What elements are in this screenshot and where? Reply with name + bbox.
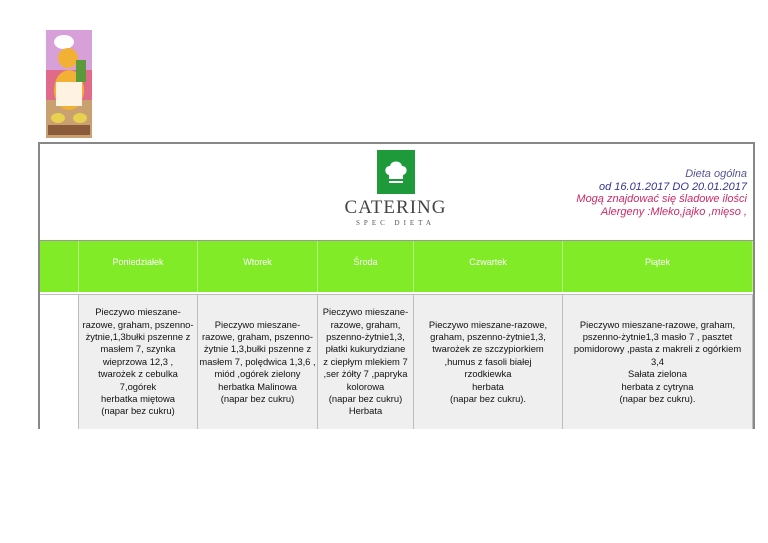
chef-hat-icon bbox=[377, 150, 415, 194]
menu-line: Pieczywo mieszane- bbox=[214, 318, 301, 330]
menu-line: rzodkiewka bbox=[464, 368, 512, 380]
menu-line: (napar bez cukru). bbox=[449, 393, 527, 405]
day-header-friday: Piątek bbox=[563, 241, 753, 292]
logo-name: CATERING bbox=[344, 197, 447, 218]
diet-type: Dieta ogólna bbox=[685, 168, 747, 180]
diet-info bbox=[576, 168, 747, 218]
menu-line: herbatka miętowa bbox=[101, 393, 175, 405]
menu-line: ,humus z fasoli białej bbox=[444, 355, 532, 367]
menu-line: z ciepłym mlekiem 7 bbox=[323, 355, 408, 367]
menu-line: pomidorowy ,pasta z makreli z ogórkiem bbox=[573, 343, 742, 355]
menu-cell-thursday bbox=[414, 294, 563, 429]
menu-line: masłem 7, polędwica 1,3,6 , bbox=[199, 355, 316, 367]
date-range: od 16.01.2017 DO 20.01.2017 bbox=[598, 180, 747, 193]
day-header-row bbox=[40, 241, 753, 292]
menu-line: (napar bez cukru) bbox=[101, 405, 175, 417]
menu-line: razowe, graham, pszenno- bbox=[82, 318, 194, 330]
menu-row bbox=[40, 294, 753, 429]
header-area bbox=[40, 144, 753, 241]
menu-cell-tuesday bbox=[198, 294, 318, 429]
menu-line: Pieczywo mieszane-razowe, graham, bbox=[579, 318, 736, 330]
logo-subtitle: SPEC DIETA bbox=[356, 219, 435, 227]
trace-notice: Mogą znajdować się śladowe ilości bbox=[576, 193, 747, 205]
day-header-monday: Poniedziałek bbox=[79, 241, 198, 292]
menu-line: ,ser żółty 7 ,papryka bbox=[323, 368, 408, 380]
menu-cell-wednesday bbox=[318, 294, 414, 429]
menu-line: razowe, graham, pszenno- bbox=[202, 330, 313, 342]
menu-line: Pieczywo mieszane-razowe, bbox=[428, 318, 548, 330]
menu-line: wieprzowa 12,3 , bbox=[102, 355, 174, 367]
menu-frame bbox=[38, 142, 755, 429]
menu-line: graham, pszenno-żytnie1,3, bbox=[430, 330, 546, 342]
day-header-blank bbox=[40, 241, 79, 292]
menu-cell-blank bbox=[40, 294, 79, 429]
menu-line: (napar bez cukru). bbox=[619, 393, 696, 405]
allergens: Alergeny :Mleko,jajko ,mięso , bbox=[600, 205, 747, 218]
menu-line: Sałata zielona bbox=[628, 368, 687, 380]
menu-line: herbata bbox=[472, 380, 504, 392]
mascot-illustration bbox=[46, 30, 92, 138]
menu-line: żytnie,1,3bułki pszenne z bbox=[85, 330, 191, 342]
menu-cell-monday bbox=[79, 294, 198, 429]
menu-line: masłem 7, szynka bbox=[100, 343, 176, 355]
menu-line: herbatka Malinowa bbox=[218, 380, 297, 392]
menu-line: pszenno-żytnie1,3, bbox=[326, 330, 405, 342]
day-header-thursday: Czwartek bbox=[414, 241, 563, 292]
menu-line: razowe, graham, bbox=[330, 318, 401, 330]
menu-line: (napar bez cukru) bbox=[220, 393, 295, 405]
menu-line: herbata z cytryna bbox=[621, 380, 694, 392]
catering-logo bbox=[338, 150, 453, 228]
day-header-tuesday: Wtorek bbox=[198, 241, 318, 292]
menu-line: 7,ogórek bbox=[119, 380, 157, 392]
menu-line: Pieczywo mieszane- bbox=[95, 306, 181, 318]
menu-line: płatki kukurydziane bbox=[325, 343, 406, 355]
menu-line: miód ,ogórek zielony bbox=[214, 368, 301, 380]
menu-line: Pieczywo mieszane- bbox=[322, 306, 409, 318]
mascot-image bbox=[46, 30, 92, 138]
menu-line: Herbata bbox=[348, 405, 383, 417]
menu-line: żytnie 1,3,bułki pszenne z bbox=[203, 343, 312, 355]
menu-line: 3,4 bbox=[650, 355, 665, 367]
day-header-wednesday: Środa bbox=[318, 241, 414, 292]
menu-line: twarożek z cebulka bbox=[98, 368, 178, 380]
menu-cell-friday bbox=[563, 294, 753, 429]
menu-line: pszenno-żytnie1,3 masło 7 , pasztet bbox=[582, 330, 733, 342]
menu-line: twarożek ze szczypiorkiem bbox=[432, 343, 544, 355]
menu-line: kolorowa bbox=[346, 380, 385, 392]
menu-line: (napar bez cukru) bbox=[328, 393, 403, 405]
